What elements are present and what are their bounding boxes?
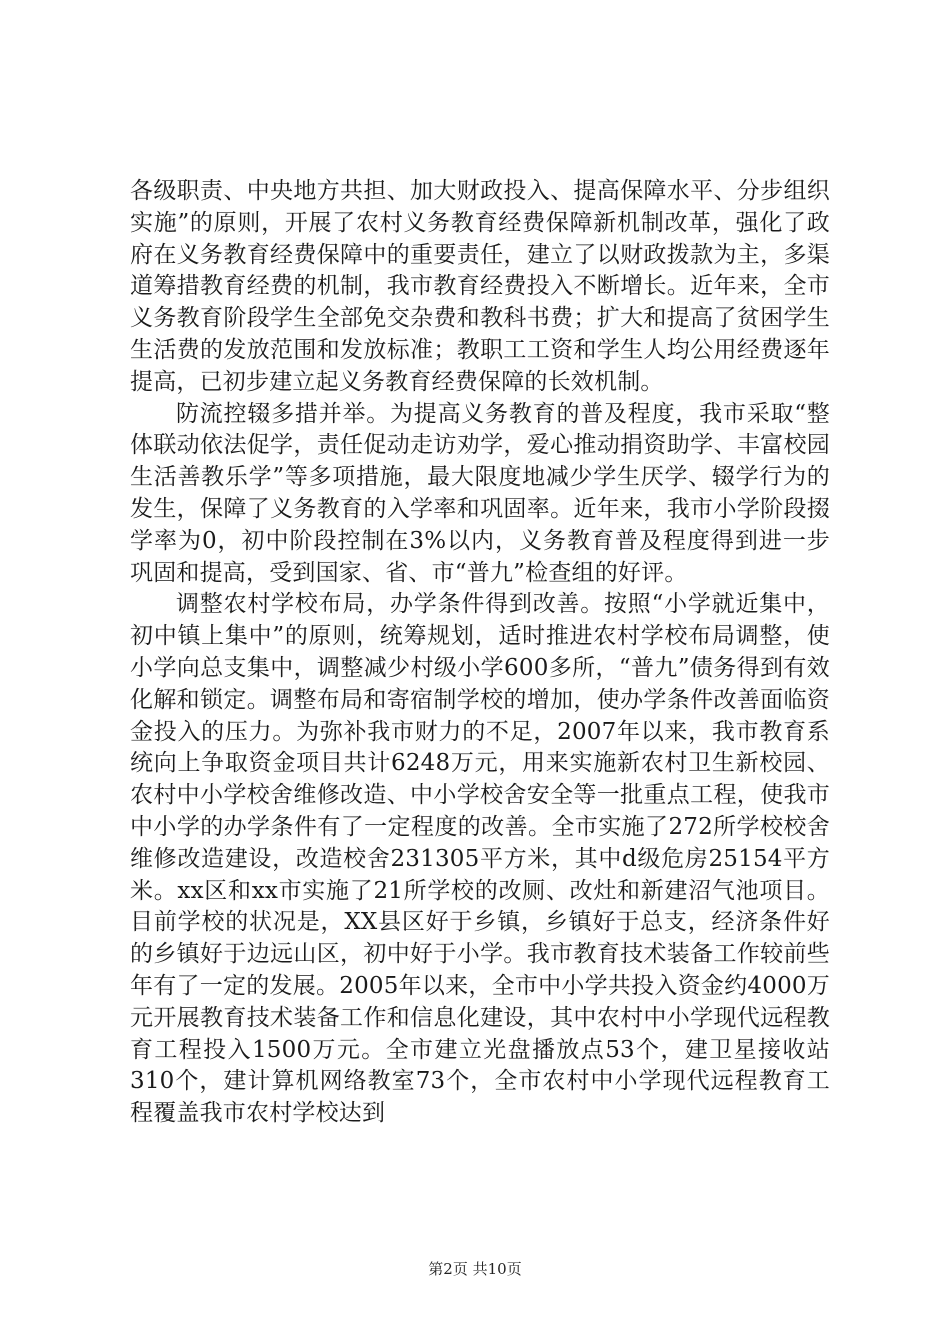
paragraph-school-layout: 调整农村学校布局，办学条件得到改善。按照“小学就近集中，初中镇上集中”的原则，统筹规划，适时推进农村学校布局调整，使小学向总支集中，调整减少村级小学600多所，“普九”债务得到有效化解和锁定。调整布局和寄宿制学校的增加，使办学条件改善面临资金投入的压力。为弥补我市财力的不足，2007年以来，我市教育系统向上争取资金项目共计6248万元，用来实施新农村卫生新校园、农村中小学校舍维修改造、中小学校舍安全等一批重点工程，使我市中小学的办学条件有了一定程度的改善。全市实施了272所学校校舍维修改造建设，改造校舍231305平方米，其中d级危房25154平方米。xx区和xx市实施了21所学校的改厕、改灶和新建沼气池项目。目前学校的状况是，XX县区好于乡镇，乡镇好于总支，经济条件好的乡镇好于边远山区，初中好于小学。我市教育技术装备工作较前些年有了一定的发展。2005年以来，全市中小学共投入资金约4000万元开展教育技术装备工作和信息化建设，其中农村中小学现代远程教育工程投入1500万元。全市建立光盘播放点53个，建卫星接收站310个，建计算机网络教室73个，全市农村中小学现代远程教育工程覆盖我市农村学校达到	[130, 591, 830, 1127]
paragraph-continued: 各级职责、中央地方共担、加大财政投入、提高保障水平、分步组织实施”的原则，开展了农村义务教育经费保障新机制改革，强化了政府在义务教育经费保障中的重要责任，建立了以财政拨款为主，多渠道筹措教育经费的机制，我市教育经费投入不断增长。近年来，全市义务教育阶段学生全部免交杂费和教科书费；扩大和提高了贫困学生生活费的发放范围和发放标准；教职工工资和学生人均公用经费逐年提高，已初步建立起义务教育经费保障的长效机制。	[130, 178, 830, 395]
page-footer: 第2页 共10页	[428, 1260, 522, 1278]
document-body	[130, 176, 830, 1130]
paragraph-dropout-control: 防流控辍多措并举。为提高义务教育的普及程度，我市采取“整体联动依法促学，责任促动走访劝学，爱心推动捐资助学、丰富校园生活善教乐学”等多项措施，最大限度地减少学生厌学、辍学行为的发生，保障了义务教育的入学率和巩固率。近年来，我市小学阶段掇学率为0，初中阶段控制在3%以内，义务教育普及程度得到进一步巩固和提高，受到国家、省、市“普九”检查组的好评。	[130, 400, 830, 586]
